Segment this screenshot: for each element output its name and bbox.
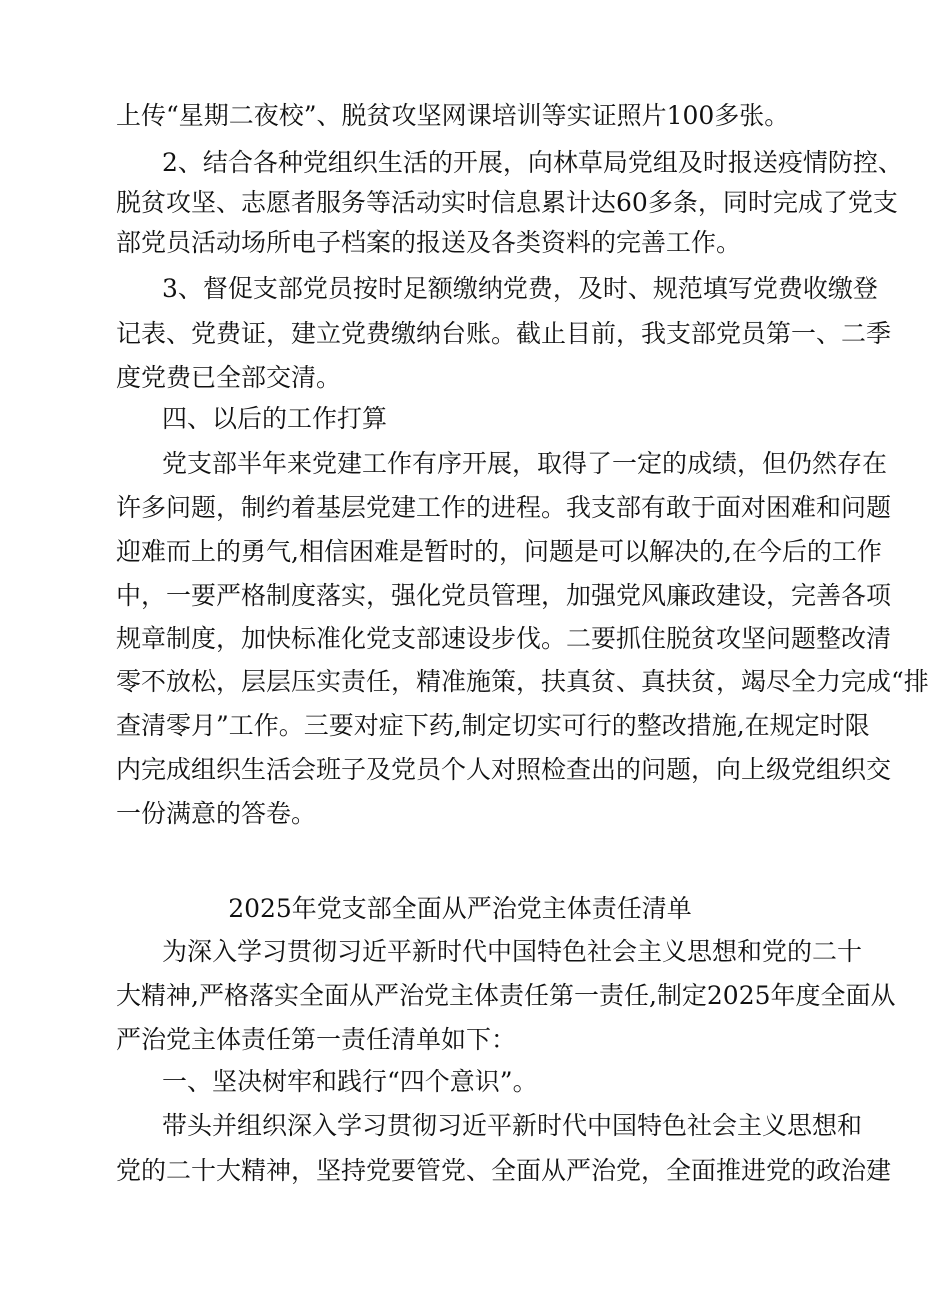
paragraph-line: 内完成组织生活会班子及党员个人对照检查出的问题，向上级党组织交 bbox=[116, 755, 892, 784]
paragraph-line: 中，一要严格制度落实，强化党员管理，加强党风廉政建设，完善各项 bbox=[116, 581, 892, 610]
paragraph-line: 许多问题，制约着基层党建工作的进程。我支部有敢于面对困难和问题 bbox=[116, 493, 892, 522]
paragraph-line: 3、督促支部党员按时足额缴纳党费，及时、规范填写党费收缴登 bbox=[162, 274, 878, 303]
paragraph-line: 迎难而上的勇气,相信困难是暂时的，问题是可以解决的,在今后的工作 bbox=[116, 537, 882, 566]
paragraph-line: 带头并组织深入学习贯彻习近平新时代中国特色社会主义思想和 bbox=[162, 1111, 863, 1140]
paragraph-line: 度党费已全部交清。 bbox=[116, 363, 342, 392]
paragraph-line: 脱贫攻坚、志愿者服务等活动实时信息累计达60多条，同时完成了党支 bbox=[116, 188, 898, 217]
paragraph-line: 2、结合各种党组织生活的开展，向林草局党组及时报送疫情防控、 bbox=[162, 148, 903, 177]
paragraph-line: 严治党主体责任第一责任清单如下： bbox=[116, 1025, 517, 1054]
paragraph-line: 党的二十大精神，坚持党要管党、全面从严治党，全面推进党的政治建 bbox=[116, 1156, 892, 1185]
paragraph-line: 零不放松，层层压实责任，精准施策，扶真贫、真扶贫，竭尽全力完成“排 bbox=[116, 667, 929, 696]
section-heading: 四、以后的工作打算 bbox=[162, 404, 388, 433]
paragraph-line: 记表、党费证，建立党费缴纳台账。截止目前，我支部党员第一、二季 bbox=[116, 319, 892, 348]
section-heading: 一、坚决树牢和践行“四个意识”。 bbox=[162, 1067, 538, 1096]
paragraph-line: 党支部半年来党建工作有序开展，取得了一定的成绩，但仍然存在 bbox=[162, 449, 888, 478]
paragraph-line: 一份满意的答卷。 bbox=[116, 799, 317, 828]
paragraph-line: 大精神,严格落实全面从严治党主体责任第一责任,制定2025年度全面从 bbox=[116, 981, 896, 1010]
paragraph-line: 规章制度，加快标准化党支部速设步伐。二要抓住脱贫攻坚问题整改清 bbox=[116, 624, 892, 653]
paragraph-line: 上传“星期二夜校”、脱贫攻坚网课培训等实证照片100多张。 bbox=[116, 101, 790, 130]
document-title: 2025年党支部全面从严治党主体责任清单 bbox=[228, 894, 692, 923]
paragraph-line: 查清零月”工作。三要对症下药,制定切实可行的整改措施,在规定时限 bbox=[116, 711, 870, 740]
paragraph-line: 部党员活动场所电子档案的报送及各类资料的完善工作。 bbox=[116, 228, 742, 257]
paragraph-line: 为深入学习贯彻习近平新时代中国特色社会主义思想和党的二十 bbox=[162, 937, 863, 966]
